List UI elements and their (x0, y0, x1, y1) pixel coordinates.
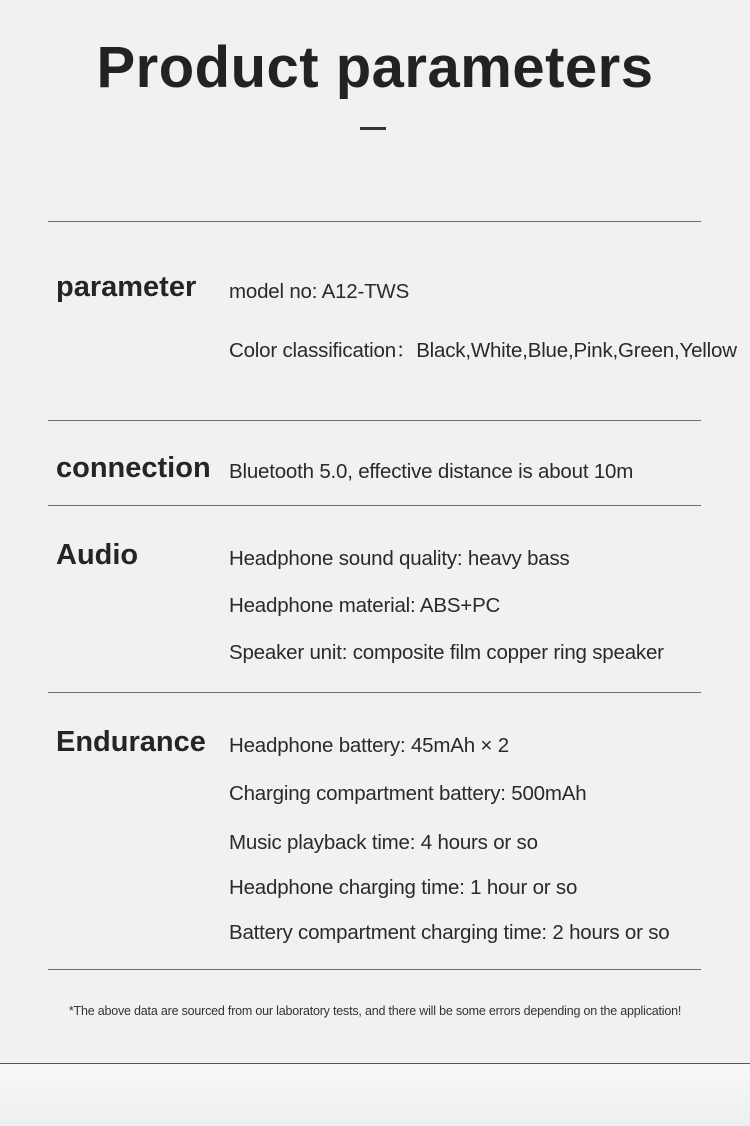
page-title: Product parameters (96, 35, 654, 100)
section-label-connection: connection (56, 452, 211, 484)
audio-speaker-unit: Speaker unit: composite film copper ring speaker (229, 641, 664, 664)
endurance-music-playback: Music playback time: 4 hours or so (229, 831, 538, 854)
endurance-compartment-battery: Charging compartment battery: 500mAh (229, 782, 587, 805)
endurance-compartment-charging: Battery compartment charging time: 2 hours or so (229, 921, 670, 944)
section-label-parameter: parameter (56, 271, 197, 303)
audio-material: Headphone material: ABS+PC (229, 594, 501, 617)
bottom-band (0, 1063, 750, 1126)
section-divider (48, 969, 701, 970)
section-divider (48, 420, 701, 421)
endurance-headphone-battery: Headphone battery: 45mAh × 2 (229, 734, 509, 757)
audio-sound-quality: Headphone sound quality: heavy bass (229, 547, 570, 570)
section-label-audio: Audio (56, 539, 139, 571)
param-color-classification: Color classification：Black,White,Blue,Pink,Green,Yellow (229, 339, 737, 362)
section-divider (48, 221, 701, 222)
title-divider (360, 127, 386, 130)
endurance-headphone-charging: Headphone charging time: 1 hour or so (229, 876, 578, 899)
section-divider (48, 692, 701, 693)
connection-bluetooth: Bluetooth 5.0, effective distance is about 10m (229, 460, 634, 483)
section-label-endurance: Endurance (56, 726, 206, 758)
section-divider (48, 505, 701, 506)
footnote: *The above data are sourced from our laboratory tests, and there will be some errors depending on the application! (68, 1004, 682, 1018)
param-model-no: model no: A12-TWS (229, 280, 410, 303)
